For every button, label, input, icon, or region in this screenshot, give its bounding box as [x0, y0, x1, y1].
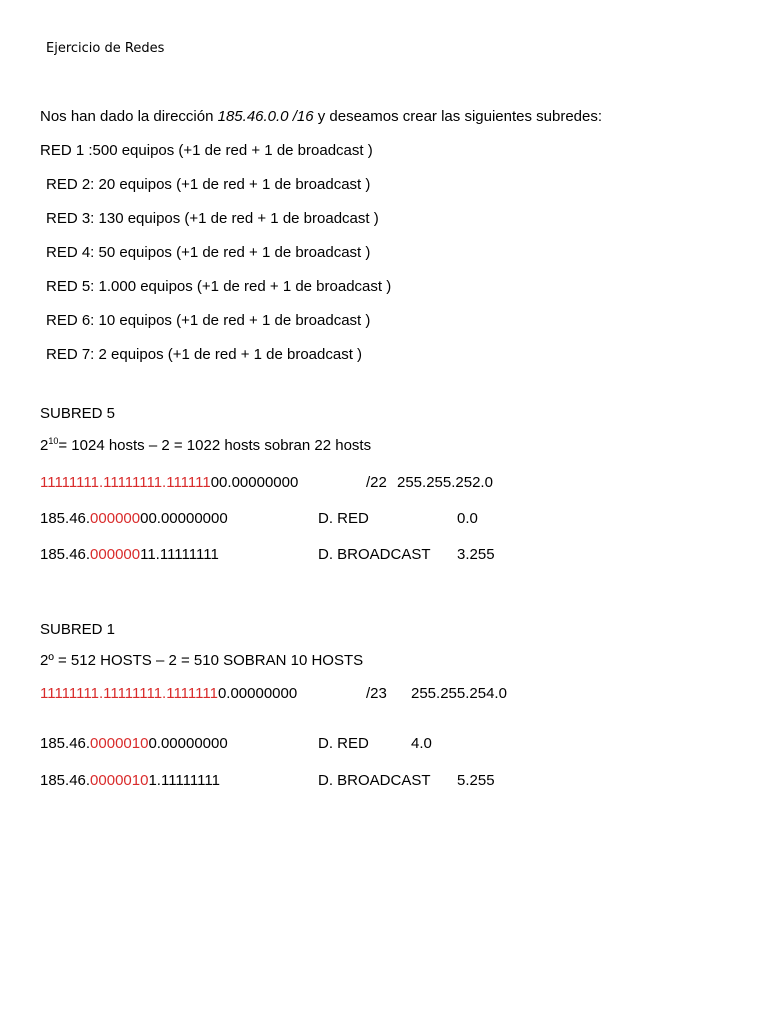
subred5-mask-binary — [40, 474, 298, 491]
subred1-red-label: D. RED — [318, 735, 369, 752]
subred5-red-value: 0.0 — [457, 510, 478, 527]
subred1-mask-binary — [40, 685, 297, 702]
subred1-red-pre: 185.46. — [40, 735, 91, 752]
subred5-mask-prefix: /22 — [366, 474, 387, 491]
subred5-bc-binary — [40, 546, 219, 563]
subred1-bc-post: 1.11111111 — [148, 772, 220, 789]
subred1-bc-red: 0000010 — [90, 772, 149, 789]
subred1-bc-value: 5.255 — [457, 772, 495, 789]
subred1-mask-decimal: 255.255.254.0 — [411, 685, 507, 702]
subred5-mask-decimal: 255.255.252.0 — [397, 474, 493, 491]
subred1-mask-black: 0.00000000 — [217, 685, 298, 702]
subred1-bc-binary — [40, 772, 220, 789]
red-3-line: RED 3: 130 equipos (+1 de red + 1 de broadcast ) — [46, 210, 379, 227]
subred5-red-post: 00.00000000 — [140, 510, 228, 527]
red-1-line: RED 1 :500 equipos (+1 de red + 1 de broadcast ) — [40, 142, 373, 159]
subred5-calc-base: 2 — [40, 437, 49, 454]
subred5-calc-exp: 10 — [48, 436, 59, 446]
subred5-bc-label: D. BROADCAST — [318, 546, 431, 563]
subred5-red-label: D. RED — [318, 510, 369, 527]
subred5-title: SUBRED 5 — [40, 405, 116, 422]
document-header: Ejercicio de Redes — [46, 41, 165, 56]
subred5-red-pre: 185.46. — [40, 510, 91, 527]
intro-address: 185.46.0.0 /16 — [217, 108, 314, 125]
subred1-red-post: 0.00000000 — [148, 735, 228, 752]
subred1-bc-pre: 185.46. — [40, 772, 91, 789]
subred1-red-binary — [40, 735, 228, 752]
intro-prefix: Nos han dado la dirección — [40, 108, 218, 125]
subred5-bc-pre: 185.46. — [40, 546, 91, 563]
intro-suffix: y deseamos crear las siguientes subredes: — [313, 108, 603, 125]
subred1-bc-label: D. BROADCAST — [318, 772, 431, 789]
subred1-title: SUBRED 1 — [40, 621, 116, 638]
intro-paragraph — [40, 108, 602, 125]
subred1-red-red: 0000010 — [90, 735, 149, 752]
subred5-bc-red: 000000 — [90, 546, 141, 563]
subred5-red-red: 000000 — [90, 510, 141, 527]
subred5-bc-post: 11.11111111 — [140, 546, 219, 563]
red-2-line: RED 2: 20 equipos (+1 de red + 1 de broadcast ) — [46, 176, 371, 193]
subred5-calc-rest: = 1024 hosts – 2 = 1022 hosts sobran 22 hosts — [58, 437, 372, 454]
red-5-line: RED 5: 1.000 equipos (+1 de red + 1 de broadcast ) — [46, 278, 392, 295]
red-4-line: RED 4: 50 equipos (+1 de red + 1 de broadcast ) — [46, 244, 371, 261]
subred1-mask-prefix: /23 — [366, 685, 387, 702]
red-6-line: RED 6: 10 equipos (+1 de red + 1 de broadcast ) — [46, 312, 371, 329]
subred5-bc-value: 3.255 — [457, 546, 495, 563]
subred5-red-binary — [40, 510, 228, 527]
subred1-red-value: 4.0 — [411, 735, 432, 752]
subred5-mask-black: 00.00000000 — [210, 474, 299, 491]
subred5-mask-red: 11111111.11111111.111111 — [40, 474, 211, 491]
red-7-line: RED 7: 2 equipos (+1 de red + 1 de broadcast ) — [46, 346, 363, 363]
subred5-calc — [40, 437, 371, 454]
subred1-calc: 2º = 512 HOSTS – 2 = 510 SOBRAN 10 HOSTS — [40, 652, 364, 669]
subred1-mask-red: 11111111.11111111.1111111 — [40, 685, 218, 702]
